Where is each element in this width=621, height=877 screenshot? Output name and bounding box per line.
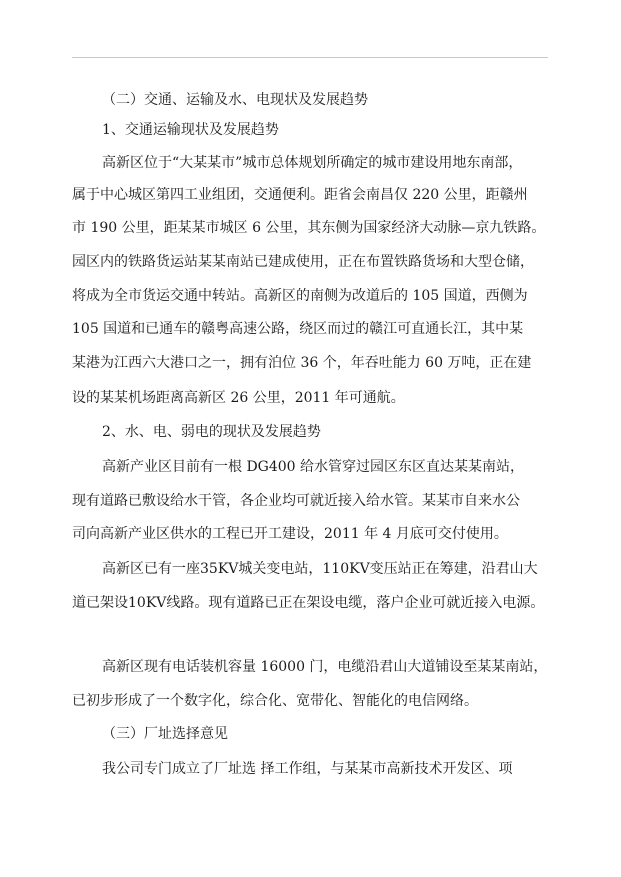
paragraph-line: 105 国道和已通车的赣粤高速公路，绕区而过的赣江可直通长江，其中某 <box>72 321 524 337</box>
paragraph-line: 现有道路已敷设给水干管，各企业均可就近接入给水管。某某市自来水公 <box>72 493 520 509</box>
paragraph-line: 高新区位于“大某某市”城市总体规划所确定的城市建设用地东南部， <box>102 155 523 171</box>
header-rule <box>72 57 548 58</box>
paragraph-line: 司向高新产业区供水的工程已开工建设，2011 年 4 月底可交付使用。 <box>72 526 508 542</box>
section-heading-2: （二）交通、运输及水、电现状及发展趋势 <box>102 92 368 108</box>
paragraph-line: 高新产业区目前有一根 DG400 给水管穿过园区东区直达某某南站， <box>102 459 525 475</box>
paragraph-line: 我公司专门成立了厂址选 择工作组，与某某市高新技术开发区、项 <box>102 761 513 777</box>
subsection-heading-2: 2、水、电、弱电的现状及发展趋势 <box>102 424 321 440</box>
paragraph-line: 将成为全市货运交通中转站。高新区的南侧为改道后的 105 国道，西侧为 <box>72 288 528 304</box>
paragraph-line: 道已架设10KV线路。现有道路已正在架设电缆，落户企业可就近接入电源。 <box>72 595 545 611</box>
paragraph-line: 高新区已有一座35KV城关变电站，110KV变压站正在筹建，沿君山大 <box>102 561 538 577</box>
paragraph-line: 设的某某机场距离高新区 26 公里，2011 年可通航。 <box>72 390 405 406</box>
paragraph-line: 属于中心城区第四工业组团，交通便利。距省会南昌仅 220 公里，距赣州 <box>72 187 528 203</box>
paragraph-line: 园区内的铁路货运站某某南站已建成使用，正在布置铁路货场和大型仓储， <box>72 254 534 270</box>
paragraph-line: 已初步形成了一个数字化，综合化、宽带化、智能化的电信网络。 <box>72 693 478 709</box>
paragraph-line: 某港为江西六大港口之一，拥有泊位 36 个，年吞吐能力 60 万吨，正在建 <box>72 355 532 371</box>
section-heading-3: （三）厂址选择意见 <box>102 726 228 742</box>
paragraph-line: 市 190 公里，距某某市城区 6 公里，其东侧为国家经济大动脉—京九铁路。 <box>72 220 546 236</box>
subsection-heading-1: 1、交通运输现状及发展趋势 <box>102 122 279 138</box>
paragraph-line: 高新区现有电话装机容量 16000 门，电缆沿君山大道铺设至某某南站， <box>102 659 548 675</box>
